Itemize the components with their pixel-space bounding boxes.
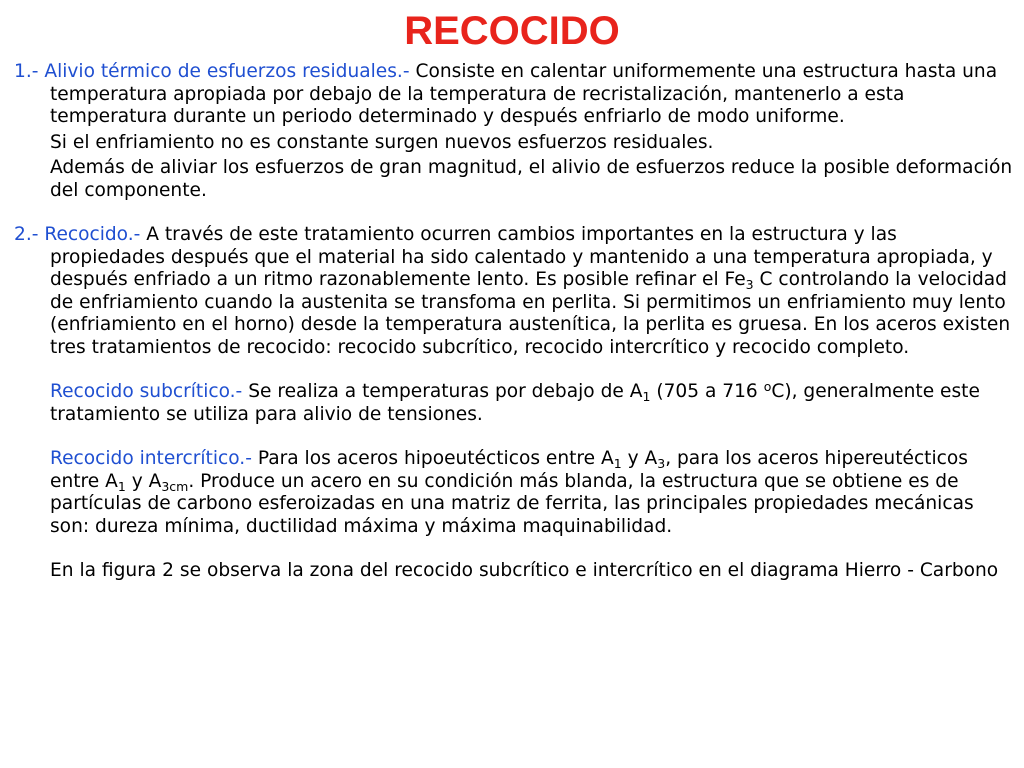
a1-subscript: 1 xyxy=(613,456,622,471)
a3-subscript: 3 xyxy=(657,456,666,471)
section-heading-recocido: 2.- Recocido.- xyxy=(14,224,141,245)
fe-subscript: 3 xyxy=(745,277,754,292)
intercritico-text-b: y A xyxy=(621,448,658,469)
section-heading-alivio: 1.- Alivio térmico de esfuerzos residuales.- xyxy=(14,61,410,82)
slide-body xyxy=(14,61,1014,583)
section-body-alivio: Consiste en calentar uniformemente una estructura hasta una temperatura apropiada por debajo de la temperatura de recristalización, mantenerlo a esta temperatura durante un periodo determinado y después enfriarlo de modo uniforme. xyxy=(50,61,998,127)
degree-superscript: o xyxy=(763,379,772,394)
section-recocido-intercritico xyxy=(14,448,1014,538)
section-recocido-subcritico xyxy=(14,381,1014,426)
a3cm-subscript: 3cm xyxy=(161,478,189,494)
section-heading-subcritico: Recocido subcrítico.- xyxy=(50,381,243,402)
subcritico-text-b: (705 a 716 xyxy=(650,381,764,402)
paragraph-figura-2: En la figura 2 se observa la zona del recocido subcrítico e intercrítico en el diagrama Hierro - Carbono xyxy=(50,560,999,581)
section-recocido xyxy=(14,224,1014,359)
paragraph-deformacion: Además de aliviar los esfuerzos de gran magnitud, el alivio de esfuerzos reduce la posible deformación del componente. xyxy=(50,157,1013,201)
intercritico-text-e: . Produce un acero en su condición más blanda, la estructura que se obtiene es de partículas de carbono esferoizadas en una matriz de ferrita, las principales propiedades mecánicas son: dureza mínima, ductilidad máxima y máxima maquinabilidad. xyxy=(50,470,974,537)
intercritico-text-c: , para los aceros hipereutécticos entre A xyxy=(50,448,968,492)
a1-subscript: 1 xyxy=(642,389,651,404)
subcritico-text-a: Se realiza a temperaturas por debajo de A xyxy=(248,381,643,402)
paragraph-enfriamiento: Si el enfriamiento no es constante surgen nuevos esfuerzos residuales. xyxy=(50,131,714,153)
section-body-recocido-a: A través de este tratamiento ocurren cambios importantes en la estructura y las propiedades después que el material ha sido calentado y mantenido a una temperatura apropiada, y después enfriado a un ritmo razonablemente lento. Es posible refinar el Fe xyxy=(50,224,993,290)
subcritico-text-c: C), generalmente este tratamiento se utiliza para alivio de tensiones. xyxy=(50,381,980,425)
a1-subscript: 1 xyxy=(117,478,126,494)
section-alivio-termico xyxy=(14,61,1014,129)
section-heading-intercritico: Recocido intercrítico.- xyxy=(50,448,252,469)
page-title: RECOCIDO xyxy=(404,9,620,53)
section-body-recocido-b: C controlando la velocidad de enfriamiento cuando la austenita se transfoma en perlita. Si permitimos un enfriamiento muy lento (enfriamiento en el horno) desde la temperatura austenítica, la perlita es gruesa. En los aceros existen tres tratamientos de recocido: recocido subcrítico, recocido intercrítico y recocido completo. xyxy=(50,269,1011,358)
intercritico-text-a: Para los aceros hipoeutécticos entre A xyxy=(257,448,614,469)
intercritico-text-d: y A xyxy=(125,470,162,492)
